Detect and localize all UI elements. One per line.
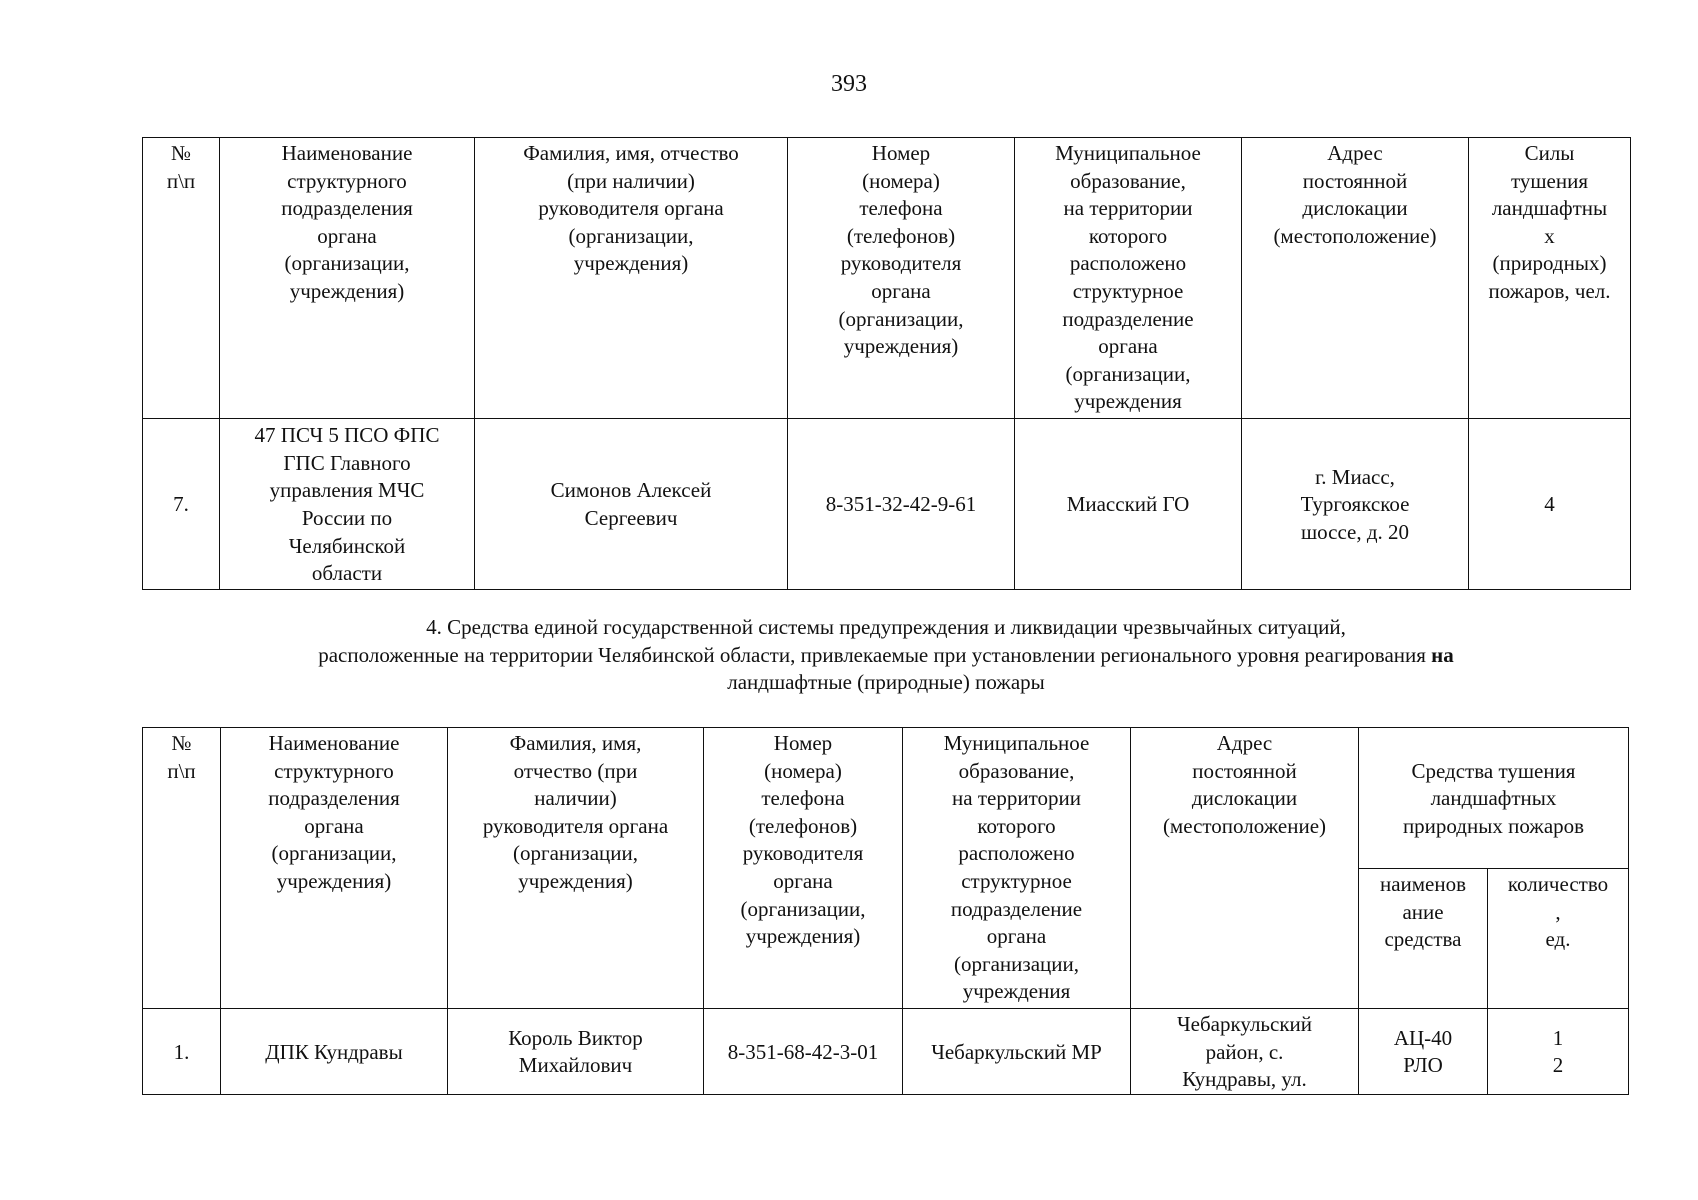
section-heading-line-3: ландшафтные (природные) пожары: [727, 670, 1045, 695]
row-head-name: Король Виктор Михайлович: [448, 1009, 704, 1095]
header-address: Адрес постоянной дислокации (местоположение): [1131, 728, 1359, 1009]
header-number: № п\п: [143, 728, 221, 1009]
header-head-name: Фамилия, имя, отчество (при наличии) руководителя органа (организации, учреждения): [475, 138, 788, 419]
header-extinguishing-means: Средства тушения ландшафтных природных пожаров: [1359, 728, 1629, 869]
table-row: [143, 1009, 1629, 1095]
row-forces: 4: [1469, 419, 1631, 590]
row-means-name: АЦ-40 РЛО: [1359, 1009, 1488, 1095]
header-address: Адрес постоянной дислокации (местоположение): [1242, 138, 1469, 419]
header-forces: Силы тушения ландшафтны х (природных) пожаров, чел.: [1469, 138, 1631, 419]
row-municipality: Чебаркульский МР: [903, 1009, 1131, 1095]
section-heading: [142, 614, 1630, 697]
row-number: 1.: [143, 1009, 221, 1095]
subheader-means-name: наименов ание средства: [1359, 869, 1488, 1009]
row-address: г. Миасс, Тургоякское шоссе, д. 20: [1242, 419, 1469, 590]
table-header-row: [143, 728, 1629, 869]
row-number: 7.: [143, 419, 220, 590]
header-unit-name: Наименование структурного подразделения органа (организации, учреждения): [220, 138, 475, 419]
header-municipality: Муниципальное образование, на территории которого расположено структурное подразделение органа (организации, учреждения: [1015, 138, 1242, 419]
row-quantity: 1 2: [1488, 1009, 1629, 1095]
header-municipality: Муниципальное образование, на территории которого расположено структурное подразделение органа (организации, учреждения: [903, 728, 1131, 1009]
page-number: 393: [831, 71, 867, 97]
equipment-table: [142, 727, 1629, 1095]
forces-table: [142, 137, 1631, 590]
row-unit-name: 47 ПСЧ 5 ПСО ФПС ГПС Главного управления МЧС России по Челябинской области: [220, 419, 475, 590]
row-phone: 8-351-32-42-9-61: [788, 419, 1015, 590]
header-phone: Номер (номера) телефона (телефонов) руководителя органа (организации, учреждения): [704, 728, 903, 1009]
row-phone: 8-351-68-42-3-01: [704, 1009, 903, 1095]
row-unit-name: ДПК Кундравы: [221, 1009, 448, 1095]
subheader-quantity: количество , ед.: [1488, 869, 1629, 1009]
header-unit-name: Наименование структурного подразделения органа (организации, учреждения): [221, 728, 448, 1009]
row-municipality: Миасский ГО: [1015, 419, 1242, 590]
section-heading-line-1: 4. Средства единой государственной системы предупреждения и ликвидации чрезвычайных ситуаций,: [426, 615, 1346, 639]
table-row: [143, 419, 1631, 590]
header-head-name: Фамилия, имя, отчество (при наличии) руководителя органа (организации, учреждения): [448, 728, 704, 1009]
section-heading-line-2: расположенные на территории Челябинской области, привлекаемые при установлении регионального уровня реагирования на: [318, 642, 1454, 667]
table-header-row: [143, 138, 1631, 419]
row-address: Чебаркульский район, с. Кундравы, ул.: [1131, 1009, 1359, 1095]
header-number: № п\п: [143, 138, 220, 419]
header-phone: Номер (номера) телефона (телефонов) руководителя органа (организации, учреждения): [788, 138, 1015, 419]
row-head-name: Симонов Алексей Сергеевич: [475, 419, 788, 590]
